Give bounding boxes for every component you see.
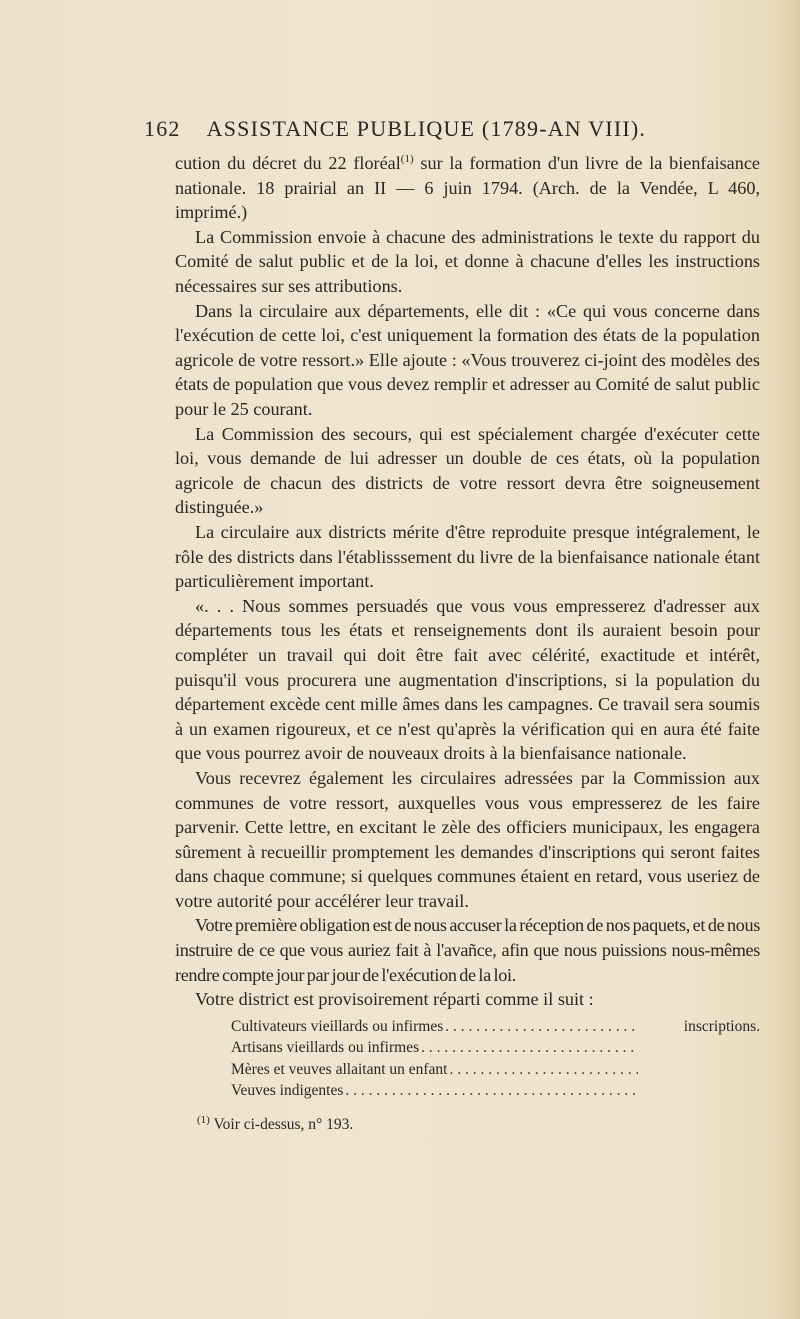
table-row (175, 1080, 760, 1102)
footnote (175, 1108, 760, 1138)
leader-dots (421, 1037, 638, 1059)
paragraph: «. . . Nous sommes persuadés que vous vous empresserez d'adresser aux départements tous les états et renseignements dont ils auraient besoin pour compléter un travail qui doit être fait avec célérité, exactitude et intérêt, puisqu'il vous procurera une augmentation d'inscriptions, si la population du département excède cent mille âmes dans les campagnes. Ce travail sera soumis à un examen rigoureux, et ce n'est qu'après la vérification qui en aura été faite que vous pourrez avoir de nouveaux droits à la bienfaisance nationale. (175, 595, 760, 764)
leader-dots (445, 1016, 638, 1038)
paragraph: Votre district est provisoirement réparti comme il suit : (195, 989, 594, 1010)
running-header (144, 116, 784, 142)
paragraph: La Commission des secours, qui est spécialement chargée d'exécuter cette loi, vous demande de lui adresser un double de ces états, où la population agricole de chacun des districts de votre ressort devra être soigneusement distinguée.» (175, 423, 760, 518)
table-row (175, 1059, 760, 1081)
footnote-ref: (1) (400, 153, 414, 165)
paragraph: La circulaire aux districts mérite d'être reproduite presque intégralement, le rôle des districts dans l'établisssement du livre de la bienfaisance nationale étant particulièrement important. (175, 521, 760, 592)
row-label: Veuves indigentes (231, 1082, 344, 1100)
footnote-marker: (1) (197, 1113, 210, 1126)
paragraph: Votre première obligation est de nous accuser la réception de nos paquets, et de nous instruire de ce que vous auriez fait à l'avañce, afin que nous puissions nous-mêmes rendre compte jour par jour de l'exécution de la loi. (175, 915, 760, 985)
leader-dots (345, 1080, 638, 1102)
table-row (175, 1037, 760, 1059)
leader-dots (450, 1059, 639, 1081)
table-row (175, 1016, 760, 1038)
header-title: ASSISTANCE PUBLIQUE (1789-AN VIII). (206, 116, 647, 141)
paragraph: Vous recevrez également les circulaires adressées par la Commission aux communes de votre ressort, auxquelles vous vous empresserez de les faire parvenir. Cette lettre, en excitant le zèle des officiers municipaux, les engagera sûrement à recueillir promptement les demandes d'inscriptions qui seront faites dans chaque commune; si quelques communes étaient en retard, vous useriez de votre autorité pour accélérer leur travail. (175, 767, 760, 911)
footnote-text: Voir ci-dessus, n° 193. (213, 1116, 354, 1133)
distribution-table (175, 1016, 760, 1102)
paragraph: cution du décret du 22 floréal$^{(1)}$ sur la formation d'un livre de la bienfaisance nationale. 18 prairial an II — 6 juin 1794. (Arch. de la Vendée, L 460, imprimé.) (175, 153, 760, 223)
row-label: Cultivateurs vieillards ou infirmes (231, 1017, 444, 1035)
row-label: Mères et veuves allaitant un enfant (231, 1060, 448, 1078)
paragraph: Dans la circulaire aux départements, elle dit : «Ce qui vous concerne dans l'exécution de cette loi, c'est uniquement la formation des états de la population agricole de votre ressort.» Elle ajoute : «Vous trouverez ci-joint des modèles des états de population que vous devez remplir et adresser au Comité de salut public pour le 25 courant. (175, 300, 760, 419)
paragraph: La Commission envoie à chacune des administrations le texte du rapport du Comité de salut public et de la loi, et donne à chacune d'elles les instructions nécessaires sur ses attributions. (175, 226, 760, 297)
row-label: Artisans vieillards ou infirmes (231, 1039, 420, 1057)
column-header: inscriptions. (683, 1017, 760, 1035)
page-body (175, 147, 760, 1138)
page-number: 162 (144, 116, 181, 141)
